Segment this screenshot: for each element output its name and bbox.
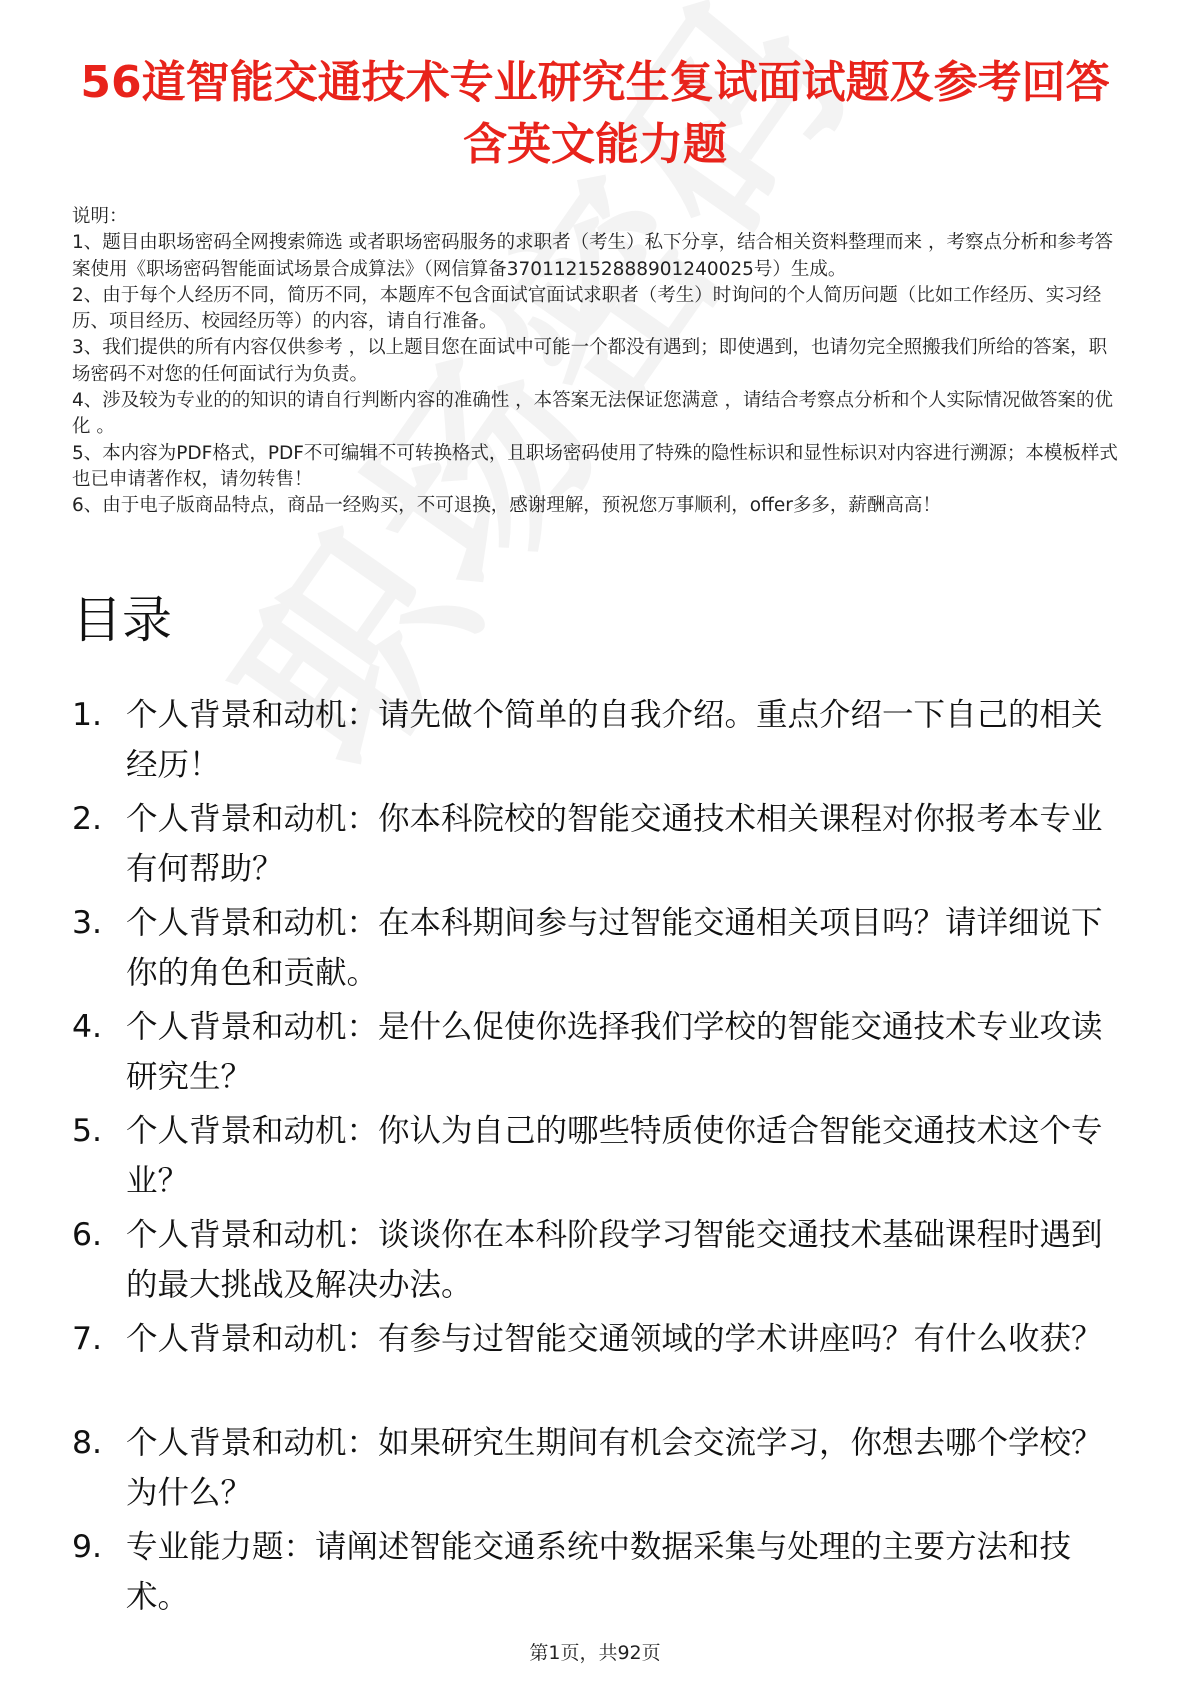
toc-list xyxy=(72,690,1122,1626)
toc-item-number: 8. xyxy=(72,1425,103,1461)
note-item: 2、由于每个人经历不同，简历不同，本题库不包含面试官面试求职者（考生）时询问的个人简历问题（比如工作经历、实习经历、项目经历、校园经历等）的内容，请自行准备。 xyxy=(72,284,1102,333)
document-title: 56道智能交通技术专业研究生复试面试题及参考回答含英文能力题 xyxy=(80,57,1110,170)
toc-item-number: 4. xyxy=(72,1009,103,1045)
toc-item-text: 个人背景和动机：你本科院校的智能交通技术相关课程对你报考本专业有何帮助？ xyxy=(126,801,1103,887)
toc-item-number: 5. xyxy=(72,1113,103,1149)
toc-item[interactable] xyxy=(72,794,1122,898)
note-item: 1、题目由职场密码全网搜索筛选 或者职场密码服务的求职者（考生）私下分享，结合相关资料整理而来 ，考察点分析和参考答案使用《职场密码智能面试场景合成算法》（网信算备370112152888901240025号）生成。 xyxy=(72,232,1114,280)
toc-item-number: 1. xyxy=(72,697,103,733)
page-number-footer: 第1页，共92页 xyxy=(529,1642,661,1664)
note-item: 5、本内容为PDF格式，PDF不可编辑不可转换格式，且职场密码使用了特殊的隐性标识和显性标识对内容进行溯源；本模板样式也已申请著作权，请勿转售！ xyxy=(72,442,1118,490)
toc-item-text: 个人背景和动机：谈谈你在本科阶段学习智能交通技术基础课程时遇到的最大挑战及解决办法。 xyxy=(126,1217,1103,1303)
toc-item-text: 个人背景和动机：是什么促使你选择我们学校的智能交通技术专业攻读研究生？ xyxy=(126,1009,1103,1095)
toc-item[interactable] xyxy=(72,1418,1122,1522)
notes-label: 说明： xyxy=(72,206,128,227)
toc-item-number: 7. xyxy=(72,1321,103,1357)
toc-item[interactable] xyxy=(72,1522,1122,1626)
toc-item[interactable] xyxy=(72,1106,1122,1210)
toc-item[interactable] xyxy=(72,1210,1122,1314)
toc-item-number: 2. xyxy=(72,801,103,837)
toc-item-text: 个人背景和动机：如果研究生期间有机会交流学习，你想去哪个学校？为什么？ xyxy=(126,1425,1103,1511)
toc-item-text: 个人背景和动机：有参与过智能交通领域的学术讲座吗？有什么收获？ xyxy=(126,1321,1103,1357)
toc-item[interactable] xyxy=(72,1002,1122,1106)
toc-item-number: 6. xyxy=(72,1217,103,1253)
notes-section xyxy=(72,204,1118,520)
toc-item-number: 3. xyxy=(72,905,103,941)
toc-item-text: 个人背景和动机：你认为自己的哪些特质使你适合智能交通技术这个专业？ xyxy=(126,1113,1103,1199)
toc-item-text: 个人背景和动机：在本科期间参与过智能交通相关项目吗？请详细说下你的角色和贡献。 xyxy=(126,905,1103,991)
note-item: 3、我们提供的所有内容仅供参考 ，以上题目您在面试中可能一个都没有遇到；即使遇到，也请勿完全照搬我们所给的答案，职场密码不对您的任何面试行为负责。 xyxy=(72,337,1108,385)
toc-heading: 目录 xyxy=(72,591,172,649)
toc-item[interactable] xyxy=(72,898,1122,1002)
toc-item-number: 9. xyxy=(72,1529,103,1565)
note-item: 4、涉及较为专业的的知识的请自行判断内容的准确性 ，本答案无法保证您满意 ，请结合考察点分析和个人实际情况做答案的优化 。 xyxy=(72,390,1114,438)
toc-item-text: 个人背景和动机：请先做个简单的自我介绍。重点介绍一下自己的相关经历！ xyxy=(126,697,1103,783)
toc-item[interactable] xyxy=(72,1314,1122,1418)
toc-item[interactable] xyxy=(72,690,1122,794)
note-item: 6、由于电子版商品特点，商品一经购买，不可退换，感谢理解，预祝您万事顺利，offer多多，薪酬高高！ xyxy=(72,495,941,517)
toc-item-text: 专业能力题：请阐述智能交通系统中数据采集与处理的主要方法和技术。 xyxy=(126,1529,1072,1615)
